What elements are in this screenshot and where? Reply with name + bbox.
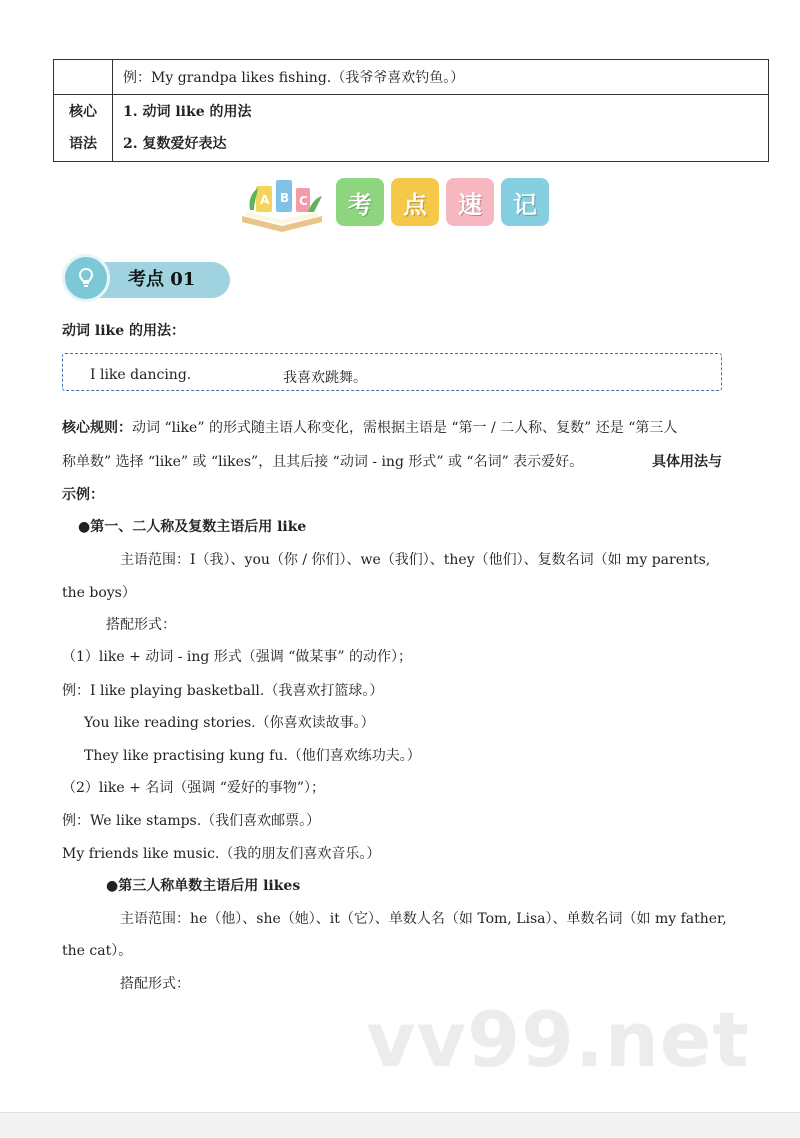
table-row — [54, 60, 769, 95]
part1-heading: ●第一、二人称及复数主语后用 like — [78, 519, 307, 535]
table-cell-label — [54, 95, 113, 162]
watermark: vv99.net — [366, 995, 750, 1084]
banner-tile-2: 点 — [391, 178, 439, 226]
example-box-en: I like dancing. — [90, 367, 192, 383]
part1-example-5: My friends like music.（我的朋友们喜欢音乐。） — [62, 846, 381, 862]
grammar-item-2: 2. 复数爱好表达 — [123, 136, 227, 152]
heading-like-usage: 动词 like 的用法： — [62, 323, 185, 339]
table-cell-example: 例：My grandpa likes fishing.（我爷爷喜欢钓鱼。） — [113, 60, 769, 95]
part1-pattern: 搭配形式： — [106, 617, 176, 633]
rule-text-1: 动词 “like” 的形式随主语人称变化，需根据主语是 “第一 / 二人称、复数” 还是 “第三人 — [132, 420, 678, 436]
label-line-1: 核心 — [69, 104, 97, 120]
rule-line-2: 称单数” 选择 “like” 或 “likes”，且其后接 “动词 - ing 形式” 或 “名词” 表示爱好。 — [62, 454, 584, 470]
grammar-item-1: 1. 动词 like 的用法 — [123, 104, 252, 120]
page-bottom-bar — [0, 1112, 800, 1138]
part1-example-3: They like practising kung fu.（他们喜欢练功夫。） — [84, 748, 421, 764]
svg-text:B: B — [280, 191, 290, 205]
table-cell-empty — [54, 60, 113, 95]
summary-table — [53, 59, 769, 162]
part1-scope-1: 主语范围：I（我）、you（你 / 你们）、we（我们）、they（他们）、复数名词（如 my parents, — [120, 552, 711, 568]
part2-scope-1: 主语范围：he（他）、she（她）、it（它）、单数人名（如 Tom, Lisa）、单数名词（如 my father, — [120, 911, 727, 927]
rule-line-3: 示例： — [62, 487, 104, 503]
label-line-2: 语法 — [69, 136, 97, 152]
part1-point-1: （1）like + 动词 - ing 形式（强调 “做某事” 的动作）； — [62, 649, 413, 665]
example-box-zh: 我喜欢跳舞。 — [283, 370, 367, 386]
part1-example-4: 例：We like stamps.（我们喜欢邮票。） — [62, 813, 321, 829]
rule-line-2-tail: 具体用法与 — [652, 454, 722, 470]
part1-example-1: 例：I like playing basketball.（我喜欢打篮球。） — [62, 683, 384, 699]
rule-line-1 — [62, 417, 677, 437]
section-title: 考点 01 — [92, 262, 230, 298]
bulb-icon — [62, 254, 110, 302]
banner-tile-4: 记 — [501, 178, 549, 226]
part2-pattern: 搭配形式： — [120, 976, 190, 992]
table-cell-grammar — [113, 95, 769, 162]
svg-text:A: A — [260, 193, 270, 207]
banner-tile-3: 速 — [446, 178, 494, 226]
part2-scope-2: the cat）。 — [62, 943, 133, 959]
rule-label: 核心规则： — [62, 420, 132, 436]
banner-tile-1: 考 — [336, 178, 384, 226]
part1-scope-2: the boys） — [62, 585, 136, 601]
part1-example-2: You like reading stories.（你喜欢读故事。） — [84, 715, 375, 731]
part1-point-2: （2）like + 名词（强调 “爱好的事物”）； — [62, 780, 326, 796]
table-row — [54, 95, 769, 162]
book-illustration-icon — [238, 172, 326, 234]
svg-text:C: C — [299, 194, 308, 208]
part2-heading: ●第三人称单数主语后用 likes — [106, 878, 301, 894]
